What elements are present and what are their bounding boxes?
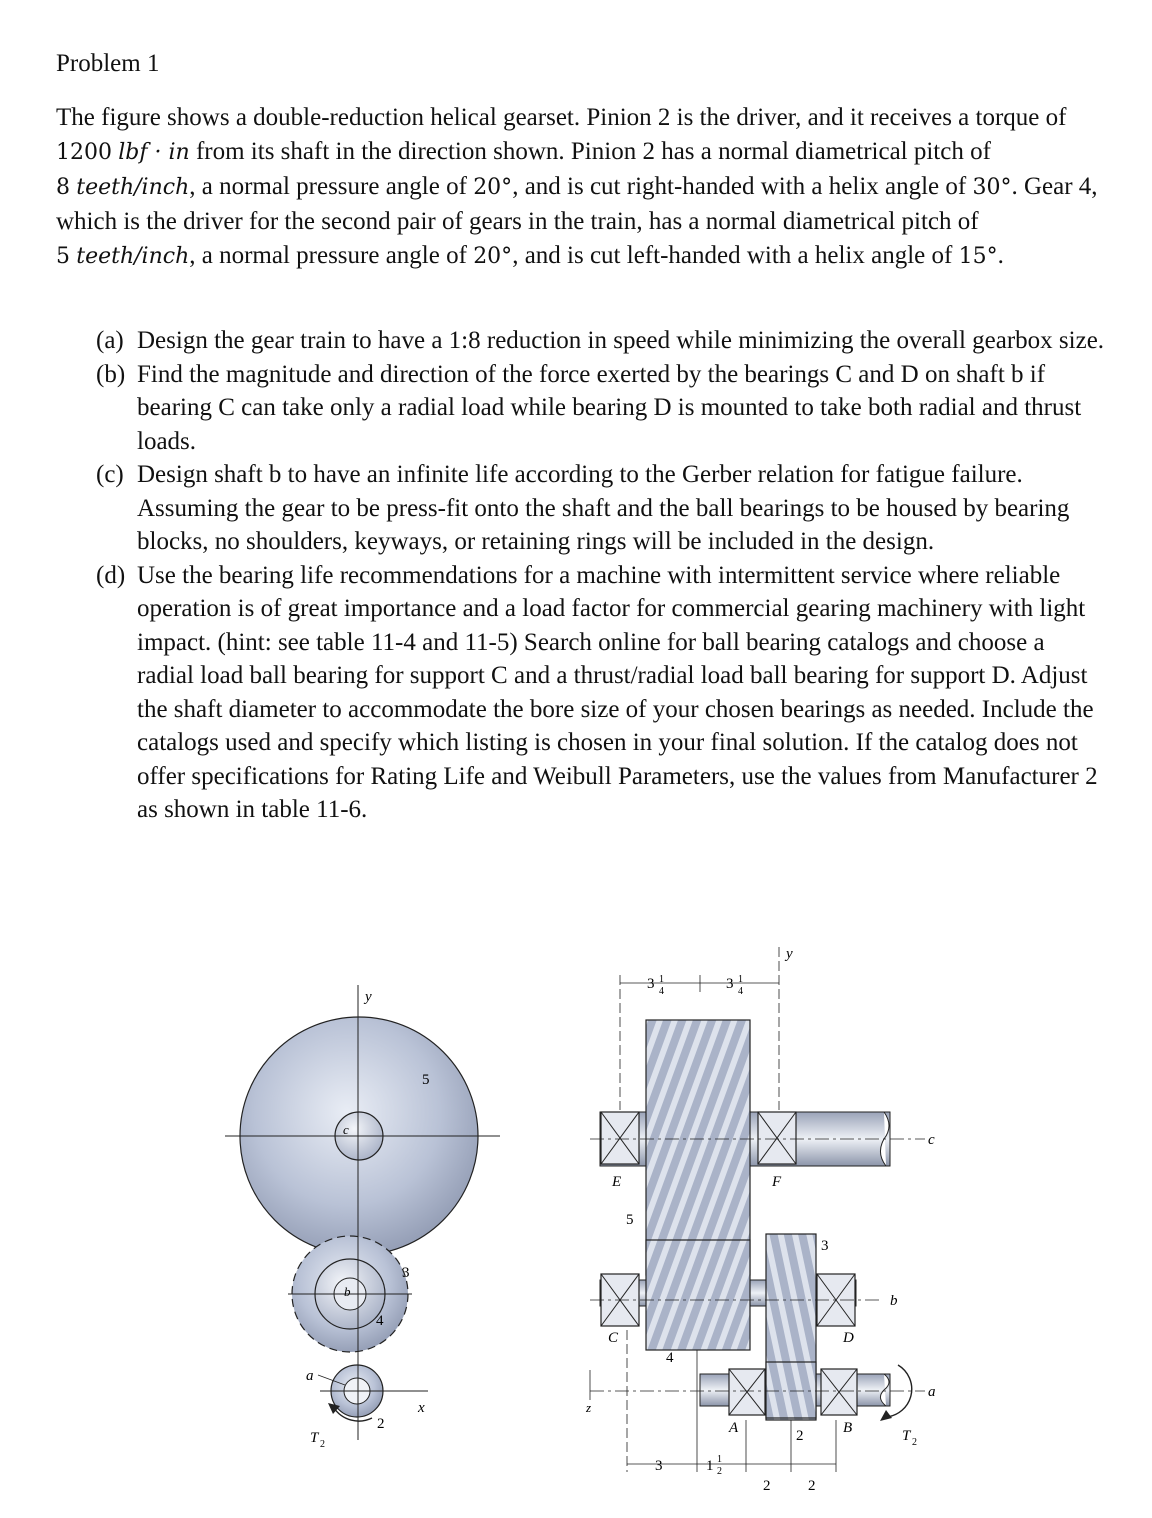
bottom-dim-1-num: 1 xyxy=(717,1454,722,1465)
top-dim-right-den: 4 xyxy=(738,986,743,997)
label-b-axis: b xyxy=(890,1293,898,1309)
left-gear2-label: 2 xyxy=(377,1416,385,1432)
label-c-axis: c xyxy=(928,1132,935,1148)
part-c-text: Design shaft b to have an infinite life according to the Gerber relation for fatigue failure. Assuming the gear to be press-fit onto the shaft and the ball bearings to be housed by bearing blocks, no shoulders, keyways, or retaining rings will be included in the design. xyxy=(137,461,1070,555)
intro-text-4: , and is cut right-handed with a helix angle of xyxy=(512,173,973,200)
bottom-dim-2a: 2 xyxy=(763,1478,771,1494)
label-a-bearing: A xyxy=(729,1420,739,1436)
right-torque-label: T xyxy=(902,1428,911,1444)
label-gear-5: 5 xyxy=(626,1212,634,1228)
problem-statement xyxy=(56,101,1116,274)
part-c xyxy=(96,458,1106,559)
side-view xyxy=(585,946,936,1494)
pressure-angle-1: 20° xyxy=(473,175,513,200)
label-e: E xyxy=(612,1174,622,1190)
pinion-2-face xyxy=(766,1362,816,1418)
pitch-2-unit: teeth/inch xyxy=(76,244,190,269)
part-d-label: (d) xyxy=(96,561,126,589)
intro-text-8: . xyxy=(997,242,1004,269)
torque-unit: lbf · in xyxy=(118,140,190,165)
top-dim-left-den: 4 xyxy=(659,986,664,997)
pitch-1-unit: teeth/inch xyxy=(76,175,190,200)
part-d xyxy=(96,559,1106,827)
label-d-bearing: D xyxy=(843,1330,854,1346)
top-dim-left: 3 xyxy=(647,976,655,992)
gear-4-face xyxy=(646,1240,750,1350)
question-parts xyxy=(96,324,1106,827)
part-b xyxy=(96,358,1106,459)
right-y-label: y xyxy=(786,946,793,962)
label-z-axis: z xyxy=(586,1400,592,1415)
bottom-dim-1-den: 2 xyxy=(717,1466,722,1477)
label-f: F xyxy=(772,1174,782,1190)
left-gear5-label: 5 xyxy=(422,1072,430,1088)
left-gear3-label: 3 xyxy=(402,1265,410,1281)
part-a xyxy=(96,324,1106,358)
intro-text-1: The figure shows a double-reduction helical gearset. Pinion 2 is the driver, and it receives a torque of xyxy=(56,104,1067,131)
left-b-label: b xyxy=(344,1284,351,1299)
intro-text-6: , a normal pressure angle of xyxy=(189,242,474,269)
left-torque-subscript: 2 xyxy=(320,1439,325,1450)
left-y-label: y xyxy=(365,989,372,1005)
bottom-dim-3: 3 xyxy=(655,1458,663,1474)
gearset-figure xyxy=(0,930,1152,1518)
left-a-label: a xyxy=(306,1368,314,1384)
pitch-1-value: 8 xyxy=(56,175,70,200)
part-b-text: Find the magnitude and direction of the force exerted by the bearings C and D on shaft b if bearing C can take only a radial load while bearing D is mounted to take both radial and thrust loads. xyxy=(137,360,1082,455)
bearing-a xyxy=(729,1369,765,1415)
left-torque-label: T xyxy=(310,1430,319,1446)
part-a-text: Design the gear train to have a 1:8 reduction in speed while minimizing the overall gearbox size. xyxy=(137,327,1105,354)
intro-text-5: . Gear 4, which is the driver for the second pair of gears in the train, has a normal diametrical pitch of xyxy=(56,173,1098,235)
pressure-angle-2: 20° xyxy=(473,244,513,269)
part-a-label: (a) xyxy=(96,327,124,354)
part-c-label: (c) xyxy=(96,461,124,488)
left-c-label: c xyxy=(343,1122,349,1137)
intro-text-3: , a normal pressure angle of xyxy=(189,173,474,200)
bearing-f xyxy=(758,1112,796,1164)
label-b-bearing: B xyxy=(843,1420,853,1436)
right-torque-arrowhead xyxy=(880,1410,892,1421)
intro-text-2: from its shaft in the direction shown. Pinion 2 has a normal diametrical pitch of xyxy=(189,138,991,165)
top-dim-left-num: 1 xyxy=(659,974,664,985)
helix-angle-2: 15° xyxy=(958,244,998,269)
part-b-label: (b) xyxy=(96,360,126,388)
bearing-e xyxy=(601,1112,639,1164)
part-d-text: Use the bearing life recommendations for a machine with intermittent service where reliable operation is of great importance and a load factor for commercial gearing machinery with light impact. (hint: see table 11-4 and 11-5) Search online for ball bearing catalogs and choose a radial load ball bearing for support C and a thrust/radial load ball bearing for support D. Adjust the shaft diameter to accommodate the bore size of your chosen bearings as needed. Include the catalogs used and specify which listing is chosen in your final solution. If the catalog does not offer specifications for Rating Life and Weibull Parameters, use the values from Manufacturer 2 as shown in table 11-6. xyxy=(137,561,1098,823)
bearing-b xyxy=(821,1369,857,1415)
label-pinion-2: 2 xyxy=(796,1428,804,1444)
left-gear4-label: 4 xyxy=(376,1313,384,1329)
problem-title: Problem 1 xyxy=(56,50,160,77)
bottom-dim-1: 1 xyxy=(706,1458,714,1474)
pitch-2-value: 5 xyxy=(56,244,70,269)
label-a-axis: a xyxy=(928,1384,936,1400)
label-gear-4: 4 xyxy=(666,1350,674,1366)
end-view xyxy=(225,985,500,1450)
label-gear-3: 3 xyxy=(821,1238,829,1254)
top-dim-right: 3 xyxy=(726,976,734,992)
helix-angle-1: 30° xyxy=(972,175,1012,200)
top-dim-right-num: 1 xyxy=(738,974,743,985)
gear-5-face xyxy=(646,1020,750,1275)
right-torque-subscript: 2 xyxy=(912,1437,917,1448)
bottom-dim-2b: 2 xyxy=(808,1478,816,1494)
left-x-label: x xyxy=(418,1400,425,1416)
intro-text-7: , and is cut left-handed with a helix angle of xyxy=(512,242,959,269)
torque-value: 1200 xyxy=(56,140,112,165)
label-c-bearing: C xyxy=(608,1330,619,1346)
